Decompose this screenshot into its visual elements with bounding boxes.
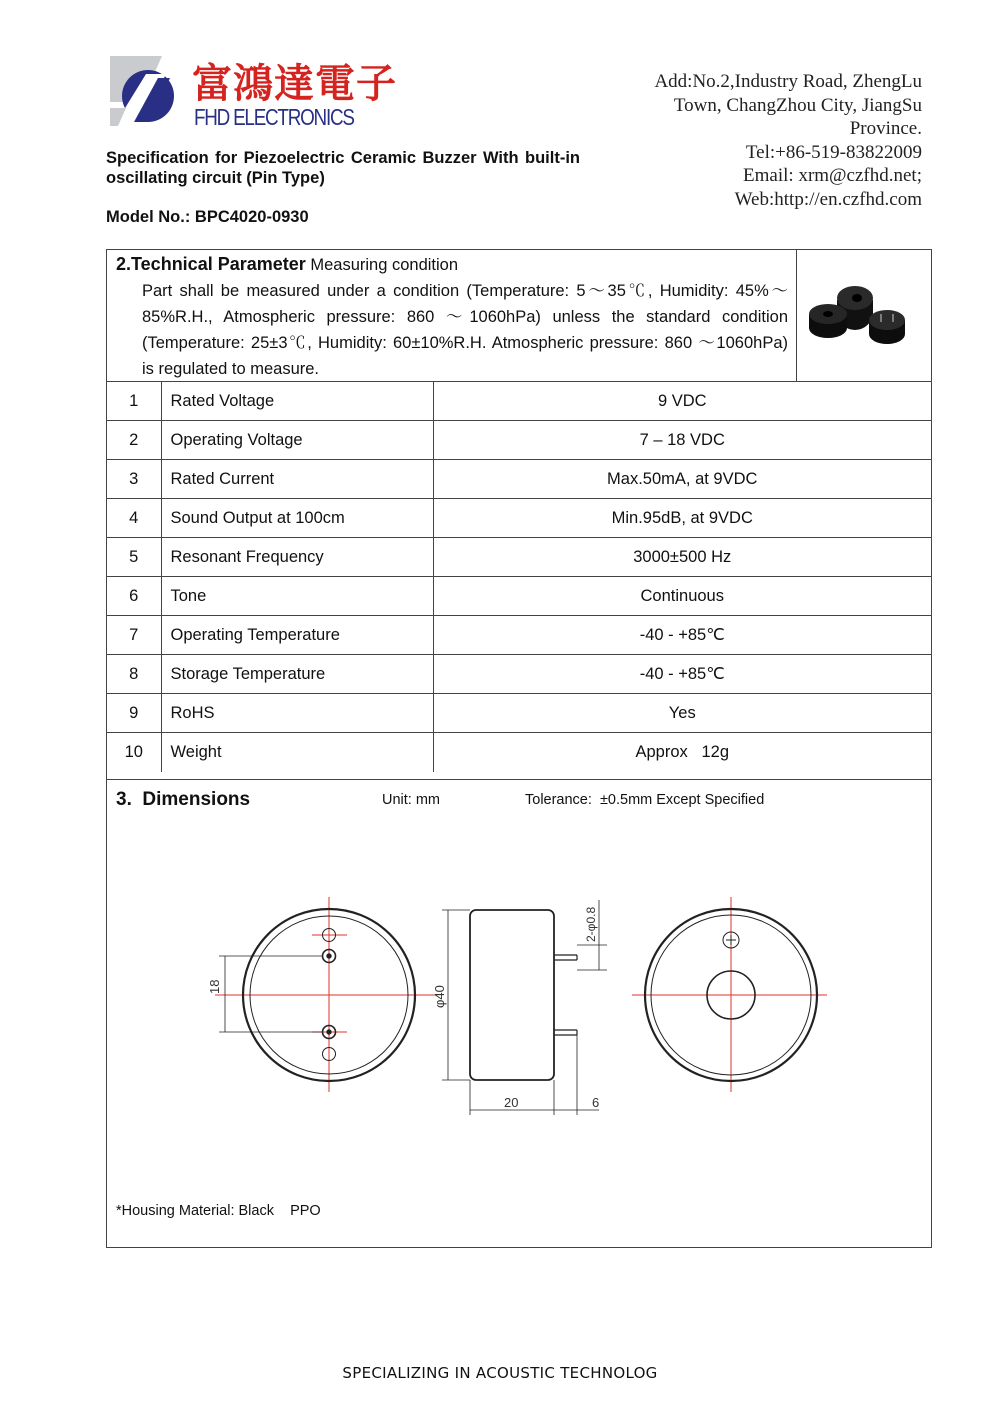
parameter-name: Resonant Frequency [161,538,433,577]
parameter-value: Min.95dB, at 9VDC [433,499,931,538]
email-line: Email: xrm@czfhd.net; [743,165,922,186]
parameter-value: Approx 12g [433,733,931,772]
table-row [107,694,931,733]
row-number: 9 [107,694,161,733]
table-row [107,382,931,421]
address-line: Province. [849,118,922,139]
table-row [107,655,931,694]
row-number: 7 [107,616,161,655]
spec-frame [106,249,932,1248]
parameter-name: Operating Temperature [161,616,433,655]
parameter-name: Weight [161,733,433,772]
table-row [107,499,931,538]
parameter-value: Yes [433,694,931,733]
technical-parameter-heading [116,254,458,275]
dimensions-heading: 3. Dimensions [116,789,251,810]
table-row [107,538,931,577]
web-line: Web:http://en.czfhd.com [734,188,922,210]
dimensions-section [107,779,931,1248]
parameter-value: -40 - +85℃ [433,616,931,655]
table-row [107,616,931,655]
diameter-label: φ40 [432,985,447,1008]
parameter-value: 7 – 18 VDC [433,421,931,460]
parameter-value: -40 - +85℃ [433,655,931,694]
pin-length-label: 6 [592,1095,600,1110]
parameter-name: Storage Temperature [161,655,433,694]
row-number: 10 [107,733,161,772]
product-photo [797,250,931,381]
technical-parameter-section [107,250,797,381]
unit-label: Unit: mm [382,792,440,808]
address-line: Add:No.2,Industry Road, ZhengLu [654,71,922,92]
phone-line: Tel:+86-519-83822009 [745,141,922,163]
table-row [107,460,931,499]
model-number: Model No.: BPC4020-0930 [106,208,309,226]
parameter-name: Rated Voltage [161,382,433,421]
height-label: 20 [504,1095,519,1110]
measuring-condition-label: Measuring condition [305,256,459,274]
row-number: 6 [107,577,161,616]
parameter-value: Max.50mA, at 9VDC [433,460,931,499]
tolerance-label: Tolerance: ±0.5mm Except Specified [525,792,765,808]
logo-english-name: FHD ELECTRONICS [194,104,354,130]
logo-chinese-name: 富鴻達電子 [192,61,397,107]
company-logo [104,52,397,132]
side-view [442,900,607,1115]
parameter-value: Continuous [433,577,931,616]
housing-material-note: *Housing Material: Black PPO [116,1203,321,1219]
address-line: Town, ChangZhou City, JiangSu [673,94,922,116]
section-heading: 2.Technical Parameter [116,254,306,274]
parameter-name: Rated Current [161,460,433,499]
row-number: 5 [107,538,161,577]
table-row [107,733,931,772]
row-number: 2 [107,421,161,460]
parameter-value: 9 VDC [433,382,931,421]
parameter-table [107,381,931,772]
pin-spacing-label: 18 [207,979,222,994]
row-number: 8 [107,655,161,694]
parameter-name: Operating Voltage [161,421,433,460]
page-footer: SPECIALIZING IN ACOUSTIC TECHNOLOG [342,1364,658,1382]
row-number: 3 [107,460,161,499]
centerlines [215,897,827,1092]
pin-diameter-label: 2-φ0.8 [584,906,598,942]
parameter-name: RoHS [161,694,433,733]
parameter-name: Tone [161,577,433,616]
parameter-name: Sound Output at 100cm [161,499,433,538]
fhd-logo-icon [104,52,184,130]
row-number: 4 [107,499,161,538]
dimension-drawing [107,780,931,1248]
measuring-condition-text: Part shall be measured under a condition (Temperature: 5～35℃, Humidity: 45%～85%R.H., Atmospheric pressure: 860 ～1060hPa) unless the standard condition (Temperature: 25±3℃, Humidity: 60±10%R.H. Atmospheric pressure: 860 ～1060hPa) is regulated to measure. [142,282,788,378]
parameter-value: 3000±500 Hz [433,538,931,577]
table-row [107,421,931,460]
specification-title: Specification for Piezoelectric Ceramic Buzzer With built-in oscillating circuit (Pin Type) [106,149,580,187]
company-address [654,70,922,211]
row-number: 1 [107,382,161,421]
table-row [107,577,931,616]
